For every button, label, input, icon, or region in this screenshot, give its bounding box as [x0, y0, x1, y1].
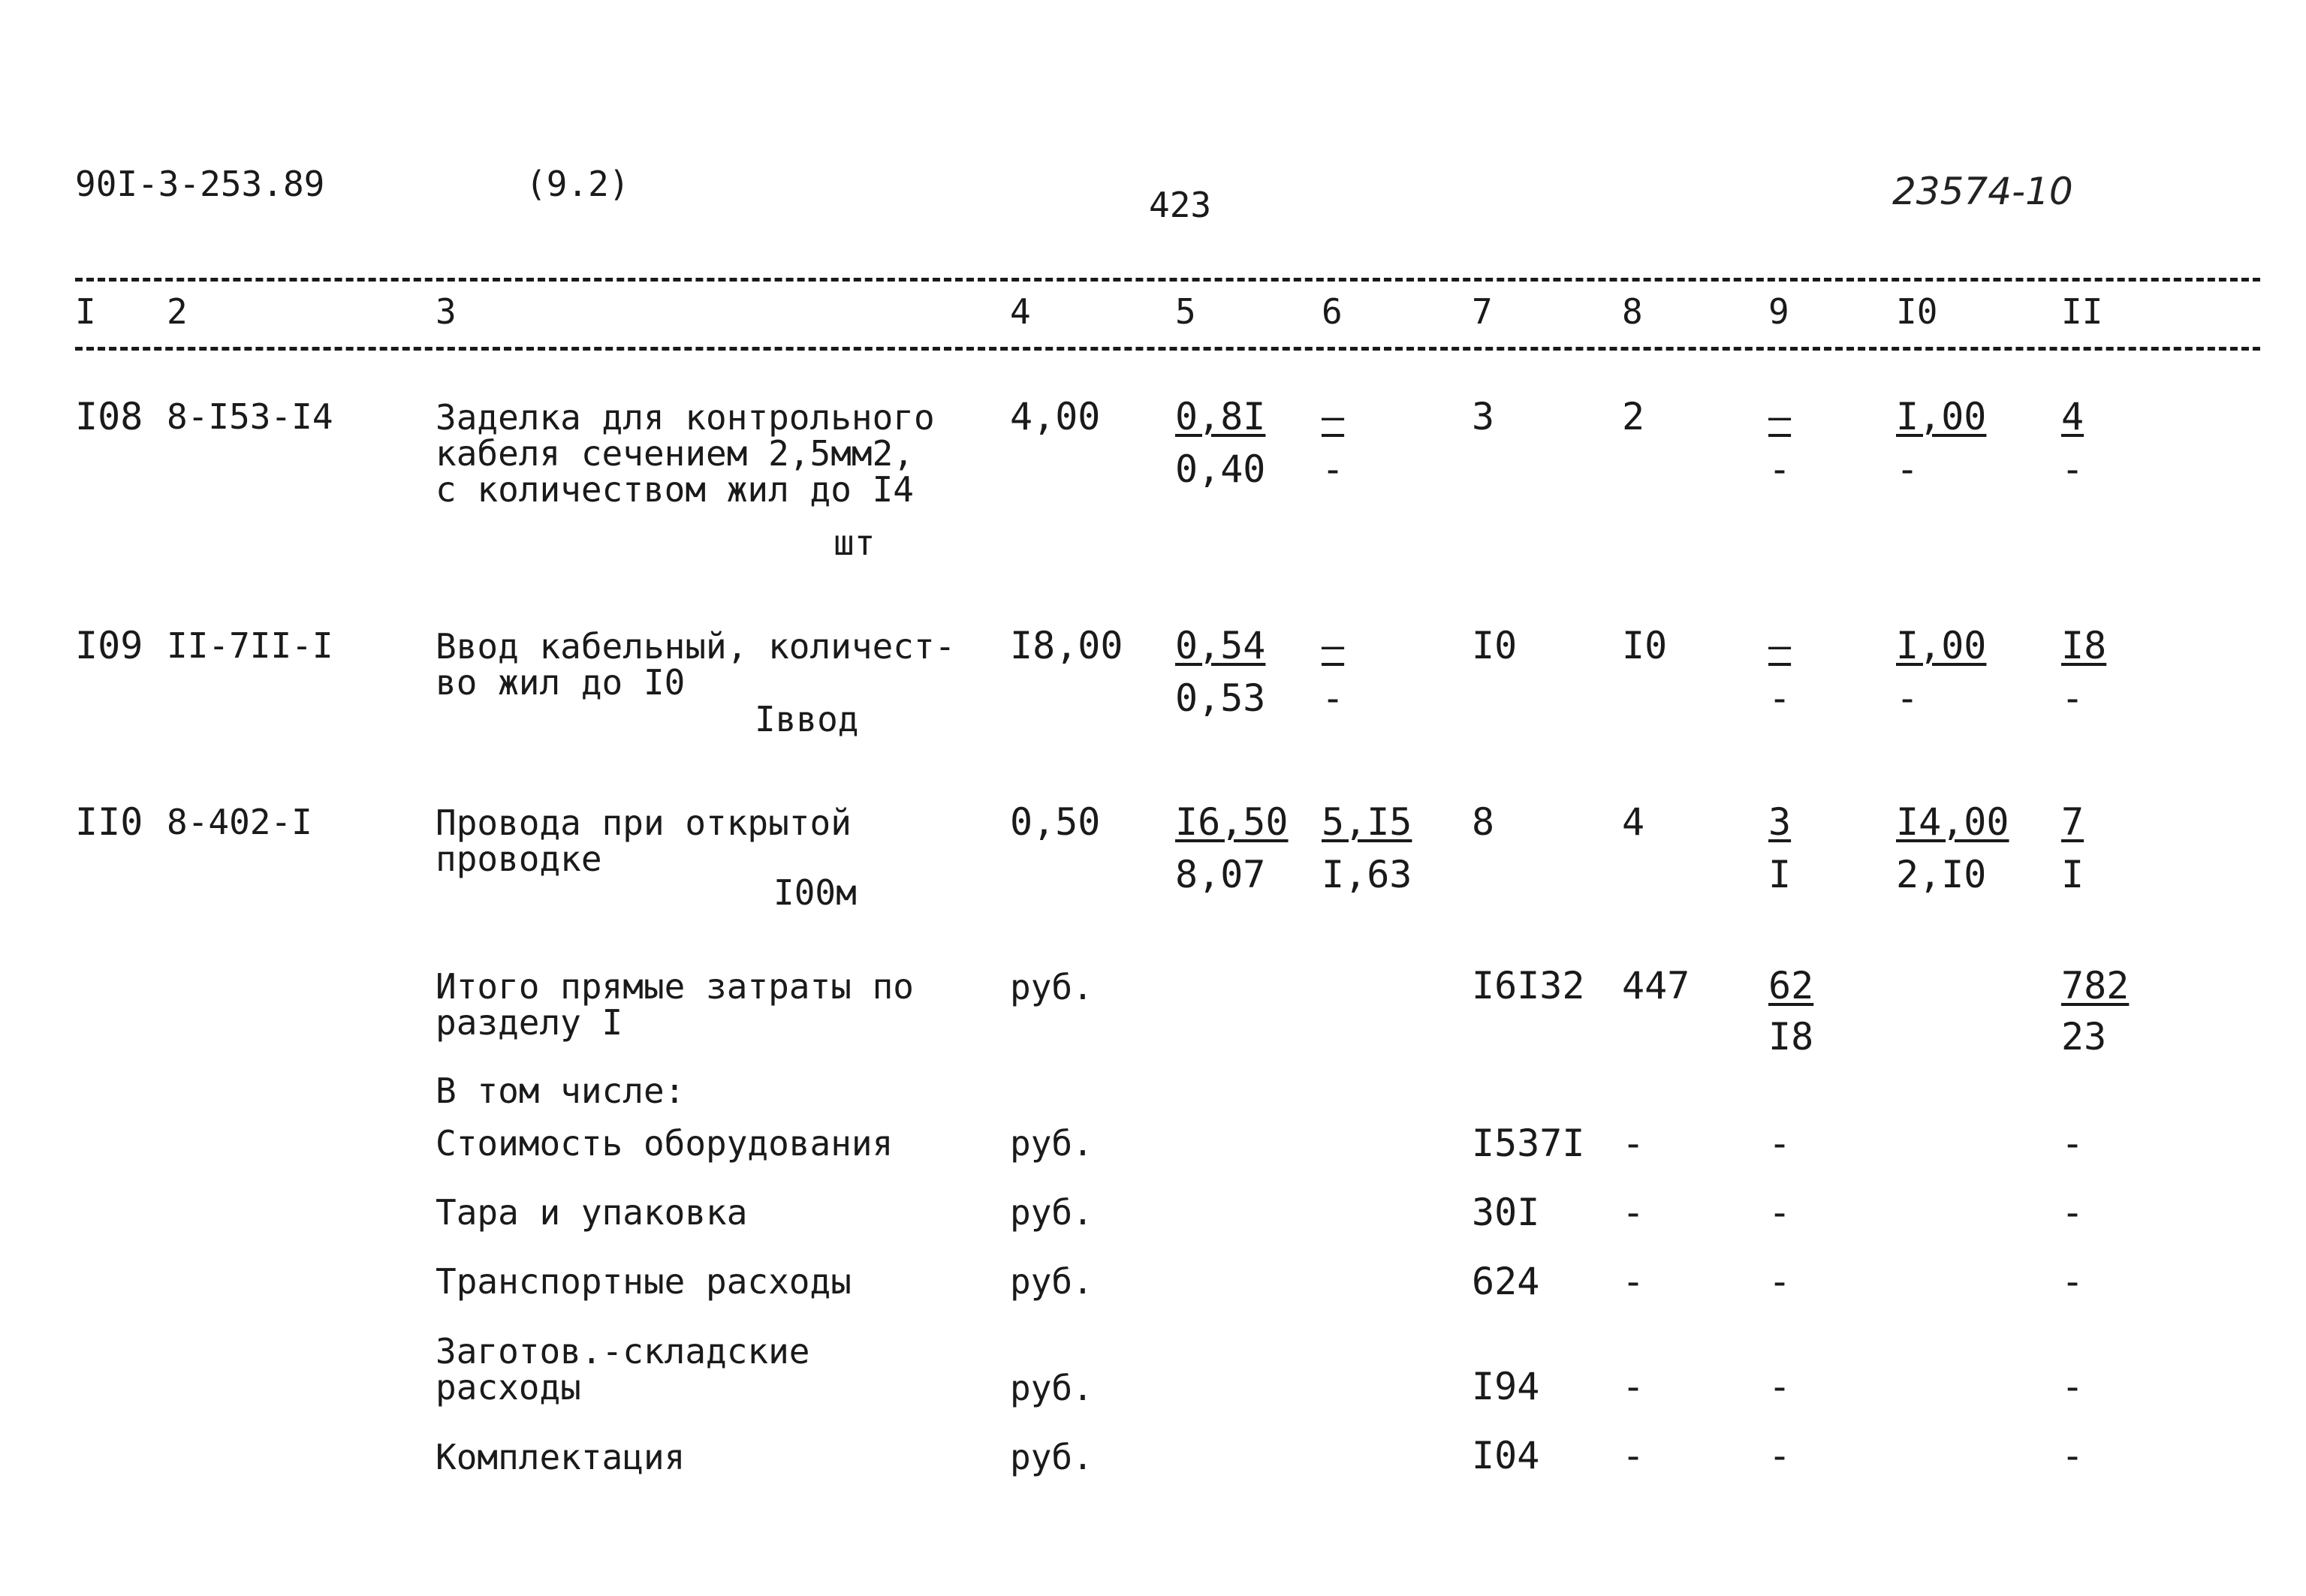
breakdown-label: Заготов.-складские расходы — [436, 1331, 810, 1408]
row-col10-top: I,00 — [1896, 395, 1987, 438]
row-code: 8-I53-I4 — [167, 396, 333, 437]
col-header-8: 8 — [1622, 291, 1643, 332]
total-col9-top: 62 — [1768, 964, 1814, 1007]
row-unit: Iввод — [755, 699, 859, 739]
breakdown-col8: - — [1622, 1191, 1645, 1234]
breakdown-col9: - — [1768, 1434, 1792, 1477]
row-col11-bottom: I — [2061, 853, 2084, 896]
col-header-4: 4 — [1010, 291, 1031, 332]
breakdown-col11: - — [2061, 1365, 2084, 1408]
breakdown-col7: I537I — [1472, 1122, 1585, 1165]
row-col6-bottom: - — [1322, 447, 1345, 491]
row-col10-bottom: 2,I0 — [1896, 853, 1987, 896]
header-rule-top — [75, 278, 2260, 282]
row-col11-bottom: - — [2061, 447, 2084, 491]
row-col10-top: I4,00 — [1896, 800, 2009, 844]
col-header-1: I — [75, 291, 96, 332]
breakdown-label: Транспортные расходы — [436, 1261, 852, 1302]
header-rule-bottom — [75, 347, 2260, 351]
row-col9-bottom: - — [1768, 676, 1792, 720]
row-col4: 4,00 — [1010, 395, 1101, 438]
row-description: Ввод кабельный, количест- во жил до I0 — [436, 626, 956, 703]
row-col9-top: 3 — [1768, 800, 1792, 844]
col-header-2: 2 — [167, 291, 188, 332]
row-unit: I00м — [773, 872, 857, 913]
breakdown-label: Комплектация — [436, 1437, 686, 1477]
section-number: (9.2) — [526, 164, 630, 204]
row-col11-top: 4 — [2061, 395, 2084, 438]
row-col5-bottom: 8,07 — [1175, 853, 1266, 896]
row-col11-bottom: - — [2061, 676, 2084, 720]
row-col10-top: I,00 — [1896, 624, 1987, 667]
total-col9-bottom: I8 — [1768, 1015, 1814, 1058]
breakdown-col7: I94 — [1472, 1365, 1540, 1408]
row-col7: 8 — [1472, 800, 1495, 844]
breakdown-unit: руб. — [1010, 1192, 1093, 1233]
row-col9-bottom: I — [1768, 853, 1792, 896]
document-code: 90I-3-253.89 — [75, 164, 325, 204]
row-col5-top: 0,54 — [1175, 624, 1266, 667]
row-col5-bottom: 0,40 — [1175, 447, 1266, 491]
row-col6-top: 5,I5 — [1322, 800, 1412, 844]
col-header-10: I0 — [1896, 291, 1938, 332]
col-header-3: 3 — [436, 291, 457, 332]
row-code: 8-402-I — [167, 802, 312, 842]
row-col10-bottom: - — [1896, 447, 1919, 491]
row-col8: 2 — [1622, 395, 1645, 438]
row-number: II0 — [75, 800, 143, 844]
breakdown-label: Стоимость оборудования — [436, 1123, 894, 1164]
col-header-5: 5 — [1175, 291, 1196, 332]
breakdown-col8: - — [1622, 1434, 1645, 1477]
row-col9-bottom: - — [1768, 447, 1792, 491]
row-col9-top: – — [1768, 395, 1792, 438]
row-unit: шт — [833, 522, 876, 563]
row-col5-bottom: 0,53 — [1175, 676, 1266, 720]
breakdown-col8: - — [1622, 1365, 1645, 1408]
breakdown-col8: - — [1622, 1122, 1645, 1165]
breakdown-unit: руб. — [1010, 1123, 1093, 1164]
breakdown-col9: - — [1768, 1365, 1792, 1408]
col-header-9: 9 — [1768, 291, 1789, 332]
col-header-6: 6 — [1322, 291, 1343, 332]
including-label: В том числе: — [436, 1071, 686, 1111]
row-col7: I0 — [1472, 624, 1518, 667]
row-col11-top: 7 — [2061, 800, 2084, 844]
breakdown-col8: - — [1622, 1260, 1645, 1303]
breakdown-col11: - — [2061, 1122, 2084, 1165]
row-col6-bottom: - — [1322, 676, 1345, 720]
row-number: I09 — [75, 624, 143, 667]
row-col11-top: I8 — [2061, 624, 2107, 667]
breakdown-col9: - — [1768, 1260, 1792, 1303]
breakdown-col11: - — [2061, 1260, 2084, 1303]
row-col6-top: – — [1322, 395, 1345, 438]
row-col8: I0 — [1622, 624, 1668, 667]
breakdown-col7: 624 — [1472, 1260, 1540, 1303]
breakdown-col9: - — [1768, 1122, 1792, 1165]
col-header-11: II — [2061, 291, 2103, 332]
col-header-7: 7 — [1472, 291, 1493, 332]
total-col11-top: 782 — [2061, 964, 2130, 1007]
row-description: Заделка для контрольного кабеля сечением 2,5мм2, с количеством жил до I4 — [436, 397, 935, 510]
breakdown-col7: I04 — [1472, 1434, 1540, 1477]
row-code: II-7II-I — [167, 625, 333, 666]
breakdown-col9: - — [1768, 1191, 1792, 1234]
breakdown-unit: руб. — [1010, 1261, 1093, 1302]
handwritten-code: 23574-10 — [1892, 170, 2073, 213]
row-col9-top: – — [1768, 624, 1792, 667]
row-col10-bottom: - — [1896, 676, 1919, 720]
row-col5-top: I6,50 — [1175, 800, 1289, 844]
row-description: Провода при открытой проводке — [436, 803, 852, 879]
total-col7: I6I32 — [1472, 964, 1585, 1007]
page-number: 423 — [1149, 185, 1212, 225]
row-col6-bottom: I,63 — [1322, 853, 1412, 896]
row-col6-top: – — [1322, 624, 1345, 667]
total-col11-bottom: 23 — [2061, 1015, 2107, 1058]
row-col4: 0,50 — [1010, 800, 1101, 844]
row-col5-top: 0,8I — [1175, 395, 1266, 438]
breakdown-unit: руб. — [1010, 1437, 1093, 1477]
row-number: I08 — [75, 395, 143, 438]
row-col7: 3 — [1472, 395, 1495, 438]
breakdown-label: Тара и упаковка — [436, 1192, 748, 1233]
breakdown-unit: руб. — [1010, 1368, 1093, 1408]
total-col8: 447 — [1622, 964, 1690, 1007]
total-label: Итого прямые затраты по разделу I — [436, 966, 914, 1043]
row-col4: I8,00 — [1010, 624, 1123, 667]
breakdown-col7: 30I — [1472, 1191, 1540, 1234]
total-unit: руб. — [1010, 967, 1093, 1007]
breakdown-col11: - — [2061, 1434, 2084, 1477]
row-col8: 4 — [1622, 800, 1645, 844]
breakdown-col11: - — [2061, 1191, 2084, 1234]
